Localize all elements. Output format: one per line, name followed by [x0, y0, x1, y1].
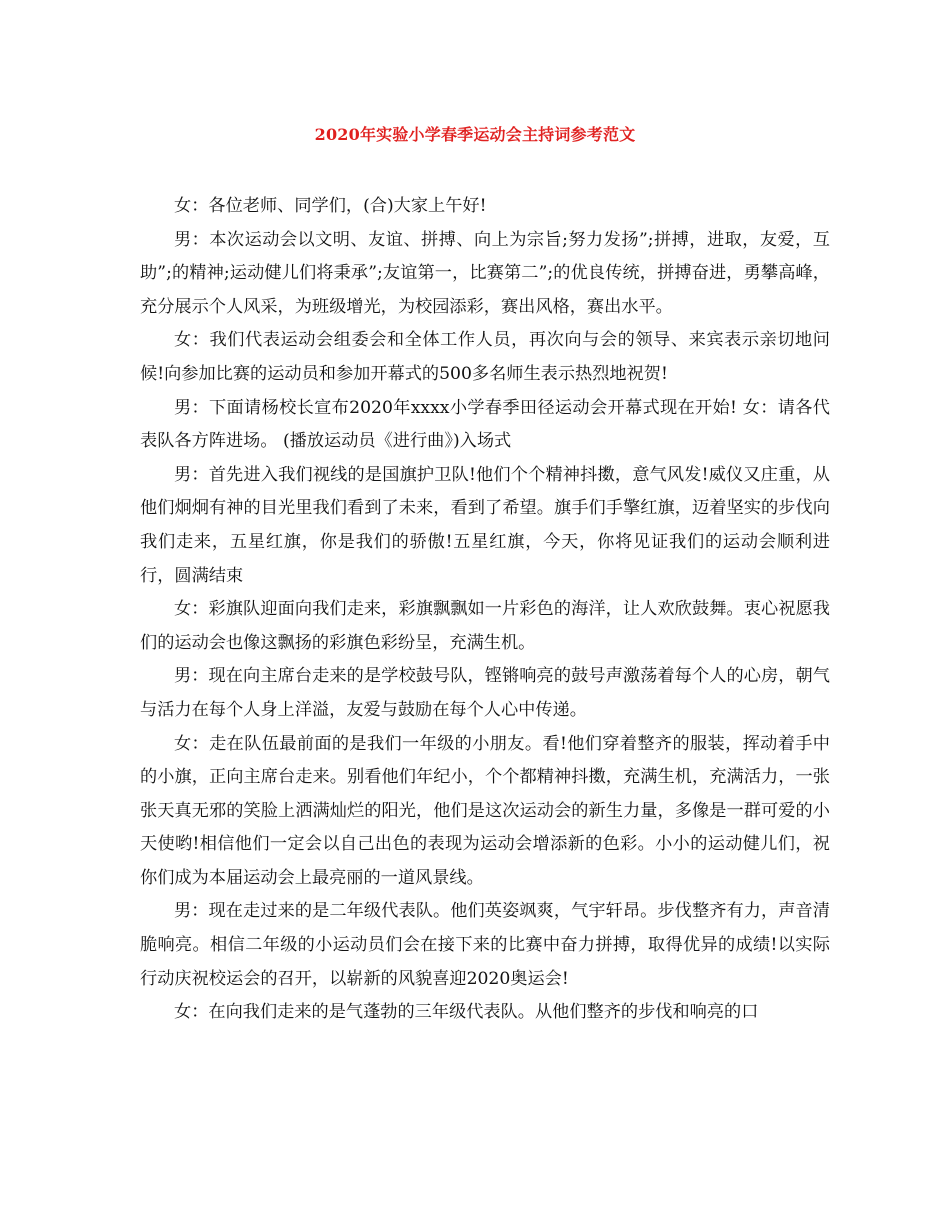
paragraph-4: 男：下面请杨校长宣布2020年xxxx小学春季田径运动会开幕式现在开始! 女：请各代表队各方阵进场。 (播放运动员《进行曲》)入场式 — [140, 397, 830, 452]
paragraph-7: 男：现在向主席台走来的是学校鼓号队，铿锵响亮的鼓号声激荡着每个人的心房，朝气与活力在每个人身上洋溢，友爱与鼓励在每个人心中传递。 — [140, 666, 830, 720]
paragraph-9: 男：现在走过来的是二年级代表队。他们英姿飒爽，气宇轩昂。步伐整齐有力，声音清脆响亮。相信二年级的小运动员们会在接下来的比赛中奋力拼搏，取得优异的成绩!以实际行动庆祝校运会的召开，以崭新的风貌喜迎2020奥运会! — [140, 901, 830, 989]
paragraph-5: 男：首先进入我们视线的是国旗护卫队!他们个个精神抖擞，意气风发!威仪又庄重，从他们炯炯有神的目光里我们看到了未来，看到了希望。旗手们手擎红旗，迈着坚实的步伐向我们走来，五星红旗，你是我们的骄傲!五星红旗，今天，你将见证我们的运动会顺利进行，圆满结束 — [140, 464, 830, 586]
paragraph-10: 女：在向我们走来的是气蓬勃的三年级代表队。从他们整齐的步伐和响亮的口 — [174, 1002, 759, 1023]
document-body — [140, 190, 830, 1030]
paragraph-3: 女：我们代表运动会组委会和全体工作人员，再次向与会的领导、来宾表示亲切地问候!向参加比赛的运动员和参加开幕式的500多名师生表示热烈地祝贺! — [140, 330, 830, 384]
paragraph-6: 女：彩旗队迎面向我们走来，彩旗飘飘如一片彩色的海洋，让人欢欣鼓舞。衷心祝愿我们的运动会也像这飘扬的彩旗色彩纷呈，充满生机。 — [140, 599, 830, 653]
paragraph-8: 女：走在队伍最前面的是我们一年级的小朋友。看!他们穿着整齐的服装，挥动着手中的小旗，正向主席台走来。别看他们年纪小，个个都精神抖擞，充满生机，充满活力，一张张天真无邪的笑脸上洒满灿烂的阳光，他们是这次运动会的新生力量，多像是一群可爱的小天使哟!相信他们一定会以自己出色的表现为运动会增添新的色彩。小小的运动健儿们，祝你们成为本届运动会上最亮丽的一道风景线。 — [140, 733, 830, 888]
document-title: 2020年实验小学春季运动会主持词参考范文 — [314, 125, 636, 144]
paragraph-1: 女：各位老师、同学们，(合)大家上午好! — [174, 196, 487, 216]
paragraph-2: 男：本次运动会以文明、友谊、拼搏、向上为宗旨;努力发扬”;拼搏，进取，友爱，互助”;的精神;运动健儿们将秉承”;友谊第一，比赛第二”;的优良传统，拼搏奋进，勇攀高峰，充分展示个人风采，为班级增光，为校园添彩，赛出风格，赛出水平。 — [140, 229, 830, 317]
